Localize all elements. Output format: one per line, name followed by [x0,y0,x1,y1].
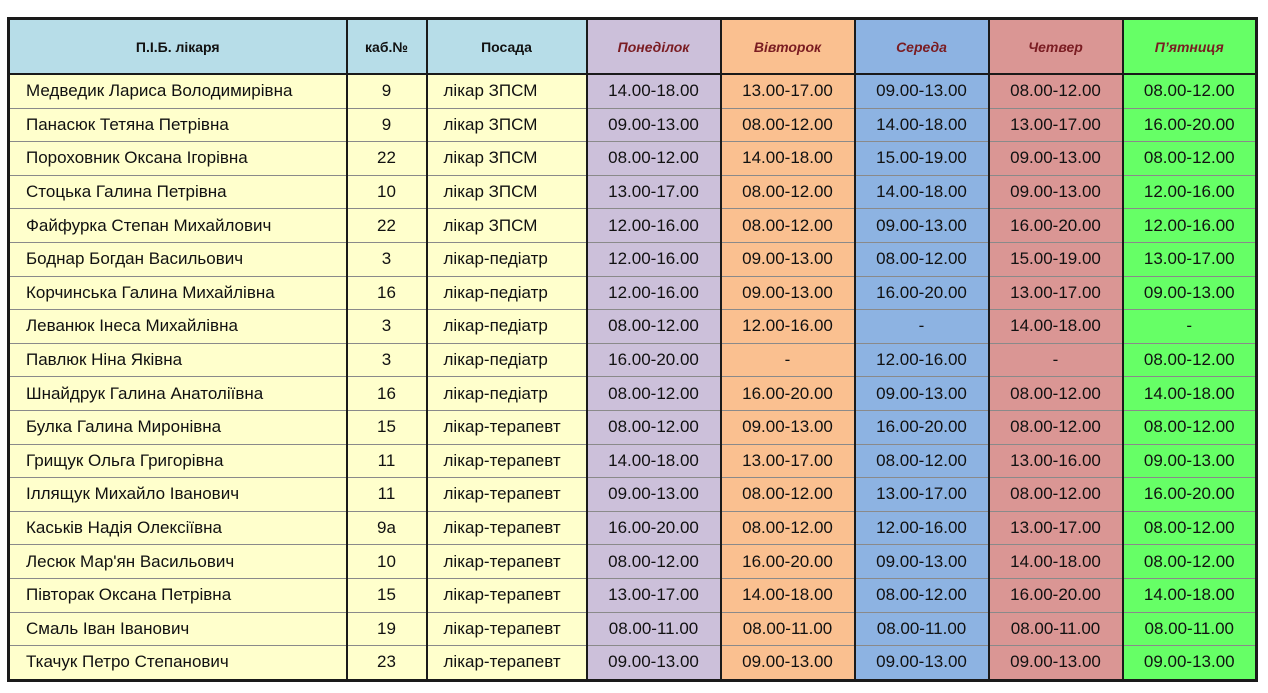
position-cell: лікар-педіатр [427,377,587,411]
wednesday-hours-cell: 16.00-20.00 [855,276,989,310]
room-number-cell: 11 [347,444,427,478]
header-row [9,19,1257,75]
monday-hours-cell: 13.00-17.00 [587,175,721,209]
table-row [9,242,1257,276]
tuesday-hours-cell: 08.00-12.00 [721,108,855,142]
wednesday-hours-cell: 09.00-13.00 [855,646,989,681]
doctor-name-cell: Стоцька Галина Петрівна [9,175,347,209]
table-row [9,545,1257,579]
position-cell: лікар-педіатр [427,242,587,276]
position-cell: лікар ЗПСМ [427,209,587,243]
tuesday-hours-cell: 09.00-13.00 [721,646,855,681]
monday-hours-cell: 14.00-18.00 [587,74,721,108]
room-number-cell: 3 [347,310,427,344]
position-cell: лікар ЗПСМ [427,142,587,176]
header-doctor-name: П.І.Б. лікаря [9,19,347,75]
tuesday-hours-cell: - [721,343,855,377]
header-tuesday: Вівторок [721,19,855,75]
doctor-name-cell: Пороховник Оксана Ігорівна [9,142,347,176]
doctor-name-cell: Півторак Оксана Петрівна [9,578,347,612]
monday-hours-cell: 14.00-18.00 [587,444,721,478]
monday-hours-cell: 09.00-13.00 [587,478,721,512]
room-number-cell: 11 [347,478,427,512]
monday-hours-cell: 12.00-16.00 [587,276,721,310]
wednesday-hours-cell: 09.00-13.00 [855,74,989,108]
thursday-hours-cell: 14.00-18.00 [989,545,1123,579]
position-cell: лікар-педіатр [427,276,587,310]
doctor-name-cell: Панасюк Тетяна Петрівна [9,108,347,142]
tuesday-hours-cell: 13.00-17.00 [721,444,855,478]
wednesday-hours-cell: 15.00-19.00 [855,142,989,176]
header-friday: П’ятниця [1123,19,1257,75]
table-row [9,646,1257,681]
monday-hours-cell: 16.00-20.00 [587,511,721,545]
friday-hours-cell: 12.00-16.00 [1123,209,1257,243]
friday-hours-cell: 14.00-18.00 [1123,578,1257,612]
tuesday-hours-cell: 16.00-20.00 [721,545,855,579]
table-row [9,377,1257,411]
tuesday-hours-cell: 08.00-12.00 [721,511,855,545]
monday-hours-cell: 16.00-20.00 [587,343,721,377]
room-number-cell: 16 [347,276,427,310]
tuesday-hours-cell: 16.00-20.00 [721,377,855,411]
friday-hours-cell: 09.00-13.00 [1123,646,1257,681]
position-cell: лікар ЗПСМ [427,74,587,108]
doctor-name-cell: Булка Галина Миронівна [9,410,347,444]
position-cell: лікар-терапевт [427,410,587,444]
table-row [9,612,1257,646]
thursday-hours-cell: - [989,343,1123,377]
thursday-hours-cell: 08.00-11.00 [989,612,1123,646]
monday-hours-cell: 08.00-12.00 [587,142,721,176]
friday-hours-cell: 08.00-12.00 [1123,511,1257,545]
position-cell: лікар-терапевт [427,545,587,579]
schedule-container [7,17,1258,682]
position-cell: лікар-педіатр [427,343,587,377]
tuesday-hours-cell: 14.00-18.00 [721,578,855,612]
table-row [9,511,1257,545]
thursday-hours-cell: 08.00-12.00 [989,478,1123,512]
header-wednesday: Середа [855,19,989,75]
tuesday-hours-cell: 08.00-11.00 [721,612,855,646]
room-number-cell: 22 [347,209,427,243]
header-thursday: Четвер [989,19,1123,75]
header-monday: Понеділок [587,19,721,75]
tuesday-hours-cell: 12.00-16.00 [721,310,855,344]
doctor-name-cell: Боднар Богдан Васильович [9,242,347,276]
room-number-cell: 23 [347,646,427,681]
room-number-cell: 10 [347,545,427,579]
table-row [9,478,1257,512]
table-row [9,142,1257,176]
thursday-hours-cell: 16.00-20.00 [989,578,1123,612]
doctor-schedule-table [7,17,1258,682]
wednesday-hours-cell: 12.00-16.00 [855,511,989,545]
friday-hours-cell: - [1123,310,1257,344]
wednesday-hours-cell: 08.00-12.00 [855,242,989,276]
monday-hours-cell: 08.00-12.00 [587,410,721,444]
thursday-hours-cell: 13.00-16.00 [989,444,1123,478]
doctor-name-cell: Леванюк Інеса Михайлівна [9,310,347,344]
doctor-name-cell: Грищук Ольга Григорівна [9,444,347,478]
room-number-cell: 9 [347,74,427,108]
table-row [9,108,1257,142]
friday-hours-cell: 16.00-20.00 [1123,108,1257,142]
tuesday-hours-cell: 08.00-12.00 [721,209,855,243]
thursday-hours-cell: 16.00-20.00 [989,209,1123,243]
thursday-hours-cell: 13.00-17.00 [989,276,1123,310]
thursday-hours-cell: 08.00-12.00 [989,74,1123,108]
room-number-cell: 3 [347,343,427,377]
room-number-cell: 9 [347,108,427,142]
header-position: Посада [427,19,587,75]
monday-hours-cell: 13.00-17.00 [587,578,721,612]
position-cell: лікар-терапевт [427,612,587,646]
doctor-name-cell: Ткачук Петро Степанович [9,646,347,681]
friday-hours-cell: 08.00-12.00 [1123,142,1257,176]
wednesday-hours-cell: 14.00-18.00 [855,108,989,142]
table-row [9,209,1257,243]
doctor-name-cell: Медведик Лариса Володимирівна [9,74,347,108]
doctor-name-cell: Смаль Іван Іванович [9,612,347,646]
tuesday-hours-cell: 09.00-13.00 [721,276,855,310]
tuesday-hours-cell: 13.00-17.00 [721,74,855,108]
table-row [9,410,1257,444]
doctor-name-cell: Іллящук Михайло Іванович [9,478,347,512]
doctor-name-cell: Шнайдрук Галина Анатоліївна [9,377,347,411]
friday-hours-cell: 09.00-13.00 [1123,444,1257,478]
monday-hours-cell: 08.00-12.00 [587,545,721,579]
thursday-hours-cell: 14.00-18.00 [989,310,1123,344]
doctor-name-cell: Файфурка Степан Михайлович [9,209,347,243]
position-cell: лікар-педіатр [427,310,587,344]
friday-hours-cell: 08.00-12.00 [1123,343,1257,377]
table-row [9,74,1257,108]
thursday-hours-cell: 13.00-17.00 [989,511,1123,545]
doctor-name-cell: Лесюк Мар'ян Васильович [9,545,347,579]
doctor-name-cell: Павлюк Ніна Яківна [9,343,347,377]
header-room-number: каб.№ [347,19,427,75]
wednesday-hours-cell: 08.00-12.00 [855,578,989,612]
room-number-cell: 16 [347,377,427,411]
friday-hours-cell: 14.00-18.00 [1123,377,1257,411]
monday-hours-cell: 12.00-16.00 [587,242,721,276]
friday-hours-cell: 09.00-13.00 [1123,276,1257,310]
room-number-cell: 22 [347,142,427,176]
friday-hours-cell: 08.00-12.00 [1123,545,1257,579]
thursday-hours-cell: 09.00-13.00 [989,142,1123,176]
thursday-hours-cell: 15.00-19.00 [989,242,1123,276]
thursday-hours-cell: 13.00-17.00 [989,108,1123,142]
table-row [9,578,1257,612]
table-row [9,444,1257,478]
room-number-cell: 9а [347,511,427,545]
friday-hours-cell: 08.00-12.00 [1123,410,1257,444]
thursday-hours-cell: 08.00-12.00 [989,377,1123,411]
friday-hours-cell: 12.00-16.00 [1123,175,1257,209]
room-number-cell: 19 [347,612,427,646]
room-number-cell: 15 [347,578,427,612]
thursday-hours-cell: 08.00-12.00 [989,410,1123,444]
wednesday-hours-cell: 13.00-17.00 [855,478,989,512]
position-cell: лікар-терапевт [427,646,587,681]
thursday-hours-cell: 09.00-13.00 [989,175,1123,209]
position-cell: лікар-терапевт [427,444,587,478]
wednesday-hours-cell: 09.00-13.00 [855,209,989,243]
wednesday-hours-cell: 09.00-13.00 [855,545,989,579]
wednesday-hours-cell: - [855,310,989,344]
monday-hours-cell: 12.00-16.00 [587,209,721,243]
room-number-cell: 10 [347,175,427,209]
friday-hours-cell: 16.00-20.00 [1123,478,1257,512]
wednesday-hours-cell: 09.00-13.00 [855,377,989,411]
friday-hours-cell: 08.00-12.00 [1123,74,1257,108]
position-cell: лікар-терапевт [427,478,587,512]
monday-hours-cell: 08.00-12.00 [587,377,721,411]
doctor-name-cell: Корчинська Галина Михайлівна [9,276,347,310]
doctor-name-cell: Каськів Надія Олексіївна [9,511,347,545]
schedule-body [9,74,1257,680]
monday-hours-cell: 09.00-13.00 [587,108,721,142]
room-number-cell: 15 [347,410,427,444]
position-cell: лікар-терапевт [427,578,587,612]
table-row [9,276,1257,310]
monday-hours-cell: 08.00-11.00 [587,612,721,646]
wednesday-hours-cell: 12.00-16.00 [855,343,989,377]
tuesday-hours-cell: 08.00-12.00 [721,478,855,512]
friday-hours-cell: 08.00-11.00 [1123,612,1257,646]
position-cell: лікар ЗПСМ [427,175,587,209]
tuesday-hours-cell: 08.00-12.00 [721,175,855,209]
tuesday-hours-cell: 09.00-13.00 [721,410,855,444]
monday-hours-cell: 08.00-12.00 [587,310,721,344]
wednesday-hours-cell: 08.00-12.00 [855,444,989,478]
room-number-cell: 3 [347,242,427,276]
table-row [9,343,1257,377]
table-row [9,175,1257,209]
friday-hours-cell: 13.00-17.00 [1123,242,1257,276]
wednesday-hours-cell: 08.00-11.00 [855,612,989,646]
tuesday-hours-cell: 14.00-18.00 [721,142,855,176]
tuesday-hours-cell: 09.00-13.00 [721,242,855,276]
wednesday-hours-cell: 14.00-18.00 [855,175,989,209]
position-cell: лікар ЗПСМ [427,108,587,142]
monday-hours-cell: 09.00-13.00 [587,646,721,681]
thursday-hours-cell: 09.00-13.00 [989,646,1123,681]
table-row [9,310,1257,344]
wednesday-hours-cell: 16.00-20.00 [855,410,989,444]
position-cell: лікар-терапевт [427,511,587,545]
